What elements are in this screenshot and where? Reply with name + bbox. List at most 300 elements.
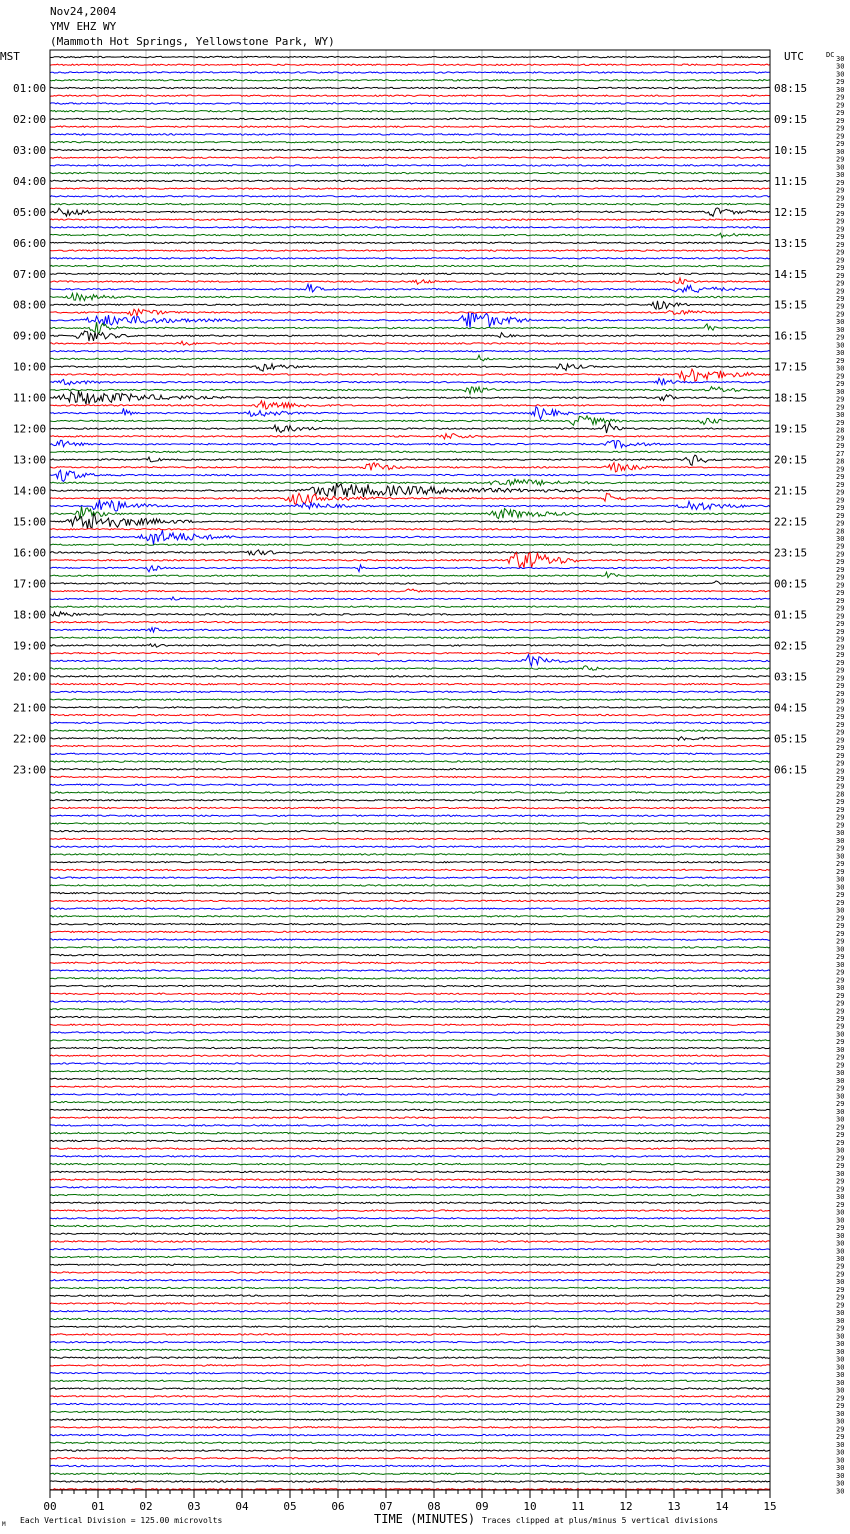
dc-offset-value: 29: [836, 651, 845, 660]
left-hour-label: 11:00: [13, 391, 47, 405]
dc-offset-value: 30: [836, 1316, 845, 1325]
trace-row-149: [50, 1210, 770, 1211]
x-tick-label: 14: [715, 1500, 729, 1513]
x-tick-label: 13: [667, 1500, 681, 1513]
left-hour-label: 08:00: [13, 298, 47, 312]
dc-offset-value: 29: [836, 101, 845, 110]
dc-offset-value: 29: [836, 1425, 845, 1434]
x-axis-title: TIME (MINUTES): [374, 1512, 476, 1526]
dc-offset-value: 29: [836, 217, 845, 226]
trace-row-84: [50, 707, 770, 708]
dc-offset-value: 29: [836, 310, 845, 319]
left-hour-label: 09:00: [13, 329, 47, 343]
dc-offset-value: 30: [836, 1309, 845, 1318]
trace-row-169: [50, 1365, 770, 1366]
dc-offset-value: 29: [836, 473, 845, 482]
trace-row-64: [50, 550, 770, 555]
trace-row-14: [50, 165, 770, 166]
trace-row-32: [50, 301, 770, 309]
dc-offset-value: 30: [836, 1355, 845, 1364]
dc-offset-value: 30: [836, 325, 845, 334]
trace-row-99: [50, 823, 770, 824]
trace-row-183: [50, 1473, 770, 1474]
dc-offset-value: 29: [836, 225, 845, 234]
dc-offset-value: 29: [836, 333, 845, 342]
dc-offset-value: 30: [836, 387, 845, 396]
trace-row-139: [50, 1132, 770, 1133]
trace-row-155: [50, 1256, 770, 1257]
dc-offset-value: 30: [836, 318, 845, 327]
dc-offset-value: 29: [836, 991, 845, 1000]
dc-offset-value: 30: [836, 1045, 845, 1054]
trace-row-118: [50, 970, 770, 971]
dc-offset-value: 29: [836, 1038, 845, 1047]
dc-offset-value: 29: [836, 751, 845, 760]
trace-row-172: [50, 1388, 770, 1389]
dc-offset-value: 29: [836, 728, 845, 737]
dc-offset-value: 30: [836, 984, 845, 993]
dc-offset-value: 30: [836, 1479, 845, 1488]
trace-row-119: [50, 978, 770, 979]
trace-row-68: [50, 581, 770, 584]
dc-offset-value: 29: [836, 542, 845, 551]
dc-offset-value: 29: [836, 116, 845, 125]
trace-row-127: [50, 1040, 770, 1041]
dc-offset-value: 29: [836, 596, 845, 605]
trace-row-98: [50, 815, 770, 816]
dc-offset-value: 29: [836, 1262, 845, 1271]
dc-offset-value: 30: [836, 1417, 845, 1426]
trace-row-140: [50, 1140, 770, 1141]
trace-row-24: [50, 242, 770, 243]
dc-offset-value: 28: [836, 527, 845, 536]
dc-offset-value: 29: [836, 898, 845, 907]
trace-row-133: [50, 1086, 770, 1087]
dc-offset-value: 30: [836, 945, 845, 954]
trace-row-80: [50, 676, 770, 677]
dc-offset-value: 29: [836, 604, 845, 613]
dc-offset-value: 29: [836, 612, 845, 621]
trace-row-96: [50, 800, 770, 801]
dc-offset-value: 30: [836, 85, 845, 94]
dc-offset-value: 30: [836, 1471, 845, 1480]
dc-offset-value: 29: [836, 867, 845, 876]
dc-offset-value: 29: [836, 434, 845, 443]
header-date: Nov24,2004: [50, 5, 117, 18]
trace-row-82: [50, 691, 770, 692]
dc-offset-value: 30: [836, 1386, 845, 1395]
dc-offset-value: 30: [836, 1332, 845, 1341]
trace-row-54: [50, 470, 770, 481]
dc-offset-value: 30: [836, 1208, 845, 1217]
dc-offset-value: 29: [836, 697, 845, 706]
left-hour-label: 15:00: [13, 515, 47, 529]
dc-offset-value: 29: [836, 302, 845, 311]
trace-row-125: [50, 1024, 770, 1025]
dc-offset-value: 30: [836, 906, 845, 915]
dc-offset-value: 29: [836, 1224, 845, 1233]
dc-offset-value: 29: [836, 356, 845, 365]
trace-row-79: [50, 666, 770, 671]
trace-row-87: [50, 730, 770, 731]
trace-row-124: [50, 1016, 770, 1017]
right-hour-label: 19:15: [774, 422, 808, 436]
dc-offset-value: 29: [836, 573, 845, 582]
trace-row-56: [50, 483, 770, 497]
left-hour-label: 16:00: [13, 546, 47, 560]
right-hour-label: 03:15: [774, 670, 808, 684]
left-hour-label: 10:00: [13, 360, 47, 374]
trace-row-9: [50, 126, 770, 127]
left-hour-label: 06:00: [13, 236, 47, 250]
dc-offset-value: 29: [836, 1084, 845, 1093]
left-hour-label: 01:00: [13, 81, 47, 95]
dc-offset-value: 30: [836, 1371, 845, 1380]
dc-offset-value: 30: [836, 341, 845, 350]
dc-offset-value: 30: [836, 1378, 845, 1387]
dc-offset-value: 29: [836, 620, 845, 629]
dc-offset-value: 29: [836, 860, 845, 869]
trace-row-173: [50, 1396, 770, 1397]
dc-offset-value: 29: [836, 1100, 845, 1109]
dc-offset-value: 30: [836, 1030, 845, 1039]
dc-offset-value: 29: [836, 775, 845, 783]
dc-offset-value: 29: [836, 1061, 845, 1070]
dc-offset-value: 30: [836, 1440, 845, 1449]
dc-offset-value: 29: [836, 1402, 845, 1411]
dc-offset-value: 30: [836, 1076, 845, 1085]
dc-offset-value: 29: [836, 968, 845, 977]
trace-row-182: [50, 1465, 770, 1466]
dc-offset-value: 29: [836, 178, 845, 187]
trace-row-47: [50, 416, 770, 425]
dc-offset-value: 29: [836, 194, 845, 203]
dc-offset-value: 30: [836, 1231, 845, 1240]
x-tick-label: 01: [91, 1500, 105, 1513]
trace-row-141: [50, 1148, 770, 1149]
trace-row-130: [50, 1063, 770, 1064]
dc-offset-value: 29: [836, 914, 845, 923]
dc-offset-value: 29: [836, 937, 845, 946]
trace-row-168: [50, 1357, 770, 1358]
dc-offset-value: 30: [836, 1092, 845, 1101]
trace-row-45: [50, 401, 770, 409]
right-timezone-label: UTC: [784, 50, 804, 63]
trace-row-21: [50, 219, 770, 220]
trace-row-146: [50, 1187, 770, 1188]
trace-row-65: [50, 553, 770, 568]
trace-row-107: [50, 885, 770, 886]
trace-row-152: [50, 1233, 770, 1234]
corner-mark: M: [2, 1521, 6, 1528]
trace-row-39: [50, 355, 770, 361]
dc-offset-value: 29: [836, 132, 845, 141]
dc-offset-value: 29: [836, 124, 845, 133]
trace-row-143: [50, 1163, 770, 1164]
dc-offset-value: 30: [836, 829, 845, 838]
right-hour-label: 08:15: [774, 81, 808, 95]
right-hour-labels: [774, 82, 807, 776]
trace-row-22: [50, 227, 770, 228]
trace-row-97: [50, 807, 770, 808]
trace-row-158: [50, 1280, 770, 1281]
trace-row-13: [50, 157, 770, 158]
trace-row-122: [50, 1001, 770, 1002]
trace-row-23: [50, 233, 770, 238]
trace-row-25: [50, 250, 770, 251]
trace-row-90: [50, 753, 770, 754]
dc-offset-value: 29: [836, 891, 845, 900]
trace-row-86: [50, 722, 770, 723]
dc-offset-value: 29: [836, 186, 845, 195]
trace-row-17: [50, 188, 770, 189]
dc-offset-value: 30: [836, 960, 845, 969]
left-hour-label: 20:00: [13, 670, 47, 684]
dc-offset-value: 29: [836, 1022, 845, 1031]
trace-row-92: [50, 769, 770, 770]
trace-row-137: [50, 1117, 770, 1118]
header-station: YMV EHZ WY: [50, 20, 117, 33]
trace-row-167: [50, 1349, 770, 1350]
trace-row-162: [50, 1311, 770, 1312]
left-hour-label: 02:00: [13, 112, 47, 126]
dc-offset-value: 30: [836, 1107, 845, 1116]
scale-note: Each Vertical Division = 125.00 microvolts: [20, 1516, 223, 1525]
trace-row-7: [50, 111, 770, 112]
dc-offset-value: 29: [836, 504, 845, 513]
dc-offset-value: 29: [836, 558, 845, 567]
trace-row-10: [50, 134, 770, 135]
dc-offset-value: 29: [836, 1162, 845, 1171]
trace-row-147: [50, 1194, 770, 1195]
trace-row-42: [50, 378, 770, 385]
trace-row-67: [50, 572, 770, 578]
dc-offset-value: 30: [836, 364, 845, 373]
right-hour-label: 18:15: [774, 391, 808, 405]
trace-row-51: [50, 451, 770, 452]
dc-offset-value: 29: [836, 1138, 845, 1147]
x-tick-label: 02: [139, 1500, 153, 1513]
trace-row-59: [50, 506, 770, 519]
trace-row-49: [50, 434, 770, 439]
right-hour-label: 06:15: [774, 763, 808, 777]
dc-offset-value: 29: [836, 488, 845, 497]
x-tick-label: 07: [379, 1500, 393, 1513]
trace-row-6: [50, 103, 770, 104]
dc-offset-value: 28: [836, 426, 845, 435]
dc-offset-value: 29: [836, 1285, 845, 1294]
dc-offset-value: 29: [836, 233, 845, 242]
dc-offset-value: 30: [836, 1487, 845, 1496]
trace-row-93: [50, 776, 770, 777]
trace-row-74: [50, 628, 770, 633]
dc-offset-value: 30: [836, 1247, 845, 1256]
dc-offset-value: 29: [836, 256, 845, 265]
x-tick-label: 08: [427, 1500, 441, 1513]
left-hour-labels: [13, 82, 46, 776]
trace-row-123: [50, 1009, 770, 1010]
dc-offset-value: 30: [836, 70, 845, 79]
trace-row-2: [50, 72, 770, 73]
trace-row-38: [50, 351, 770, 352]
trace-row-4: [50, 87, 770, 88]
trace-row-156: [50, 1264, 770, 1265]
trace-row-142: [50, 1156, 770, 1157]
dc-offset-value: 30: [836, 62, 845, 71]
x-tick-label: 05: [283, 1500, 297, 1513]
dc-offset-value: 29: [836, 666, 845, 675]
dc-offset-value: 29: [836, 689, 845, 698]
dc-offset-value: 29: [836, 519, 845, 528]
dc-offset-value: 29: [836, 581, 845, 590]
right-hour-label: 14:15: [774, 267, 808, 281]
trace-row-184: [50, 1481, 770, 1482]
dc-offset-value: 30: [836, 1464, 845, 1473]
trace-row-16: [50, 180, 770, 181]
dc-offset-value: 29: [836, 805, 845, 814]
dc-offset-value: 30: [836, 1146, 845, 1155]
trace-row-154: [50, 1249, 770, 1250]
dc-label: DC: [826, 51, 835, 59]
left-hour-label: 17:00: [13, 577, 47, 591]
dc-offset-value: 30: [836, 1239, 845, 1248]
trace-row-159: [50, 1287, 770, 1288]
trace-row-5: [50, 95, 770, 96]
dc-offset-value: 29: [836, 248, 845, 257]
dc-offset-value: 29: [836, 627, 845, 636]
trace-row-3: [50, 80, 770, 81]
right-hour-label: 00:15: [774, 577, 808, 591]
dc-offset-value: 29: [836, 372, 845, 381]
dc-offset-value: 29: [836, 550, 845, 559]
trace-row-132: [50, 1078, 770, 1079]
dc-offset-value: 30: [836, 1069, 845, 1078]
dc-offset-value: 30: [836, 883, 845, 892]
right-hour-label: 01:15: [774, 608, 808, 622]
dc-offset-value: 30: [836, 1216, 845, 1225]
dc-offset-value: 29: [836, 1394, 845, 1403]
x-tick-label: 09: [475, 1500, 489, 1513]
dc-offset-value: 30: [836, 411, 845, 420]
trace-row-100: [50, 831, 770, 832]
dc-offset-value: 29: [836, 736, 845, 745]
trace-row-108: [50, 892, 770, 893]
trace-row-120: [50, 985, 770, 986]
dc-offset-value: 29: [836, 465, 845, 474]
trace-row-76: [50, 644, 770, 647]
trace-row-36: [50, 331, 770, 341]
dc-offset-value: 29: [836, 271, 845, 280]
dc-offset-value: 29: [836, 844, 845, 853]
trace-row-102: [50, 846, 770, 847]
dc-offset-value: 30: [836, 1347, 845, 1356]
dc-offset-value: 29: [836, 1433, 845, 1442]
dc-offset-value: 29: [836, 720, 845, 729]
trace-row-71: [50, 606, 770, 607]
dc-offset-value: 30: [836, 1409, 845, 1418]
trace-row-180: [50, 1450, 770, 1451]
dc-offset-value: 30: [836, 55, 845, 63]
right-hour-label: 16:15: [774, 329, 808, 343]
x-tick-label: 10: [523, 1500, 537, 1513]
trace-row-148: [50, 1202, 770, 1203]
dc-offset-value: 30: [836, 1363, 845, 1372]
dc-offset-value: 29: [836, 798, 845, 807]
right-hour-label: 10:15: [774, 143, 808, 157]
trace-row-179: [50, 1442, 770, 1443]
trace-row-165: [50, 1334, 770, 1335]
dc-offset-value: 29: [836, 1123, 845, 1132]
trace-row-89: [50, 745, 770, 746]
trace-row-29: [50, 278, 770, 284]
dc-offset-value: 29: [836, 658, 845, 667]
trace-row-12: [50, 149, 770, 150]
dc-offset-value: 29: [836, 1154, 845, 1163]
dc-offset-value: 29: [836, 976, 845, 985]
trace-row-26: [50, 258, 770, 259]
dc-offset-value: 29: [836, 813, 845, 822]
trace-row-178: [50, 1434, 770, 1435]
left-hour-label: 13:00: [13, 453, 47, 467]
trace-row-85: [50, 714, 770, 715]
left-hour-label: 18:00: [13, 608, 47, 622]
right-hour-label: 11:15: [774, 174, 808, 188]
trace-row-164: [50, 1326, 770, 1327]
dc-offset-value: 30: [836, 171, 845, 180]
left-hour-label: 22:00: [13, 732, 47, 746]
dc-offset-value: 30: [836, 535, 845, 543]
trace-row-31: [50, 293, 770, 300]
dc-offset-value: 29: [836, 295, 845, 303]
trace-row-70: [50, 597, 770, 600]
x-tick-label: 12: [619, 1500, 633, 1513]
dc-offset-value: 29: [836, 1177, 845, 1186]
left-hour-label: 21:00: [13, 701, 47, 715]
trace-row-18: [50, 196, 770, 197]
right-hour-label: 13:15: [774, 236, 808, 250]
trace-row-174: [50, 1403, 770, 1404]
x-tick-label: 04: [235, 1500, 249, 1513]
trace-row-66: [50, 565, 770, 572]
dc-offset-value: 29: [836, 674, 845, 683]
dc-offset-value: 29: [836, 418, 845, 427]
dc-offset-value: 29: [836, 1015, 845, 1023]
trace-row-0: [50, 56, 770, 57]
trace-row-72: [50, 612, 770, 616]
trace-row-50: [50, 440, 770, 448]
trace-row-109: [50, 900, 770, 901]
dc-offset-value: 29: [836, 1131, 845, 1140]
dc-offset-value: 29: [836, 240, 845, 249]
trace-row-63: [50, 544, 770, 545]
dc-offset-value: 29: [836, 589, 845, 598]
dc-offset-value: 29: [836, 1007, 845, 1016]
trace-row-37: [50, 341, 770, 345]
trace-row-114: [50, 939, 770, 940]
trace-row-115: [50, 947, 770, 948]
dc-offset-value: 30: [836, 1340, 845, 1349]
trace-row-144: [50, 1171, 770, 1172]
right-hour-label: 20:15: [774, 453, 808, 467]
right-hour-label: 04:15: [774, 701, 808, 715]
trace-row-117: [50, 962, 770, 963]
dc-offset-value: 29: [836, 109, 845, 118]
trace-row-28: [50, 273, 770, 274]
dc-offset-value: 29: [836, 565, 845, 574]
dc-offset-value: 28: [836, 790, 845, 799]
trace-row-27: [50, 265, 770, 266]
trace-row-121: [50, 993, 770, 994]
